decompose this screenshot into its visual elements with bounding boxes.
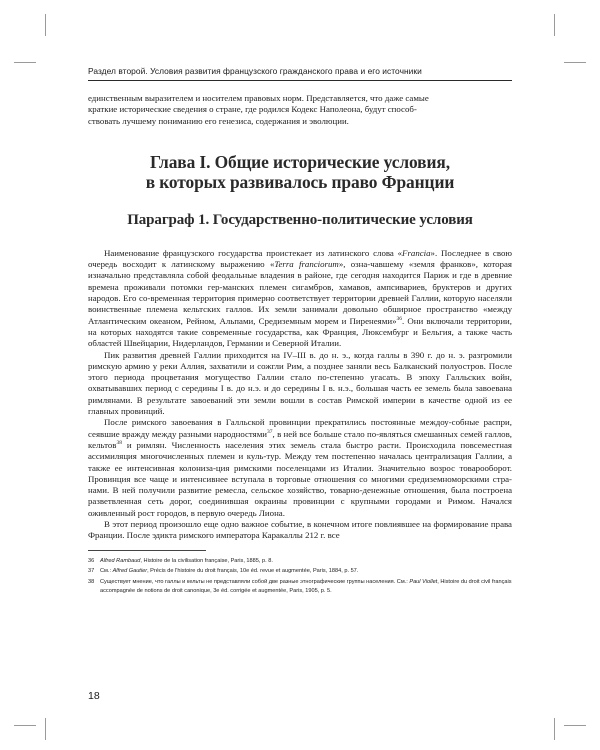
footnote	[88, 578, 512, 595]
crop-mark-top-left-h	[14, 62, 36, 63]
footnote-body: , Précis de l'histoire du droit français, 10e éd. revue et augmentée, Paris, 1884, p. 57.	[147, 568, 359, 575]
text-run: ». Последнее в свою очередь восходит к латинскому выражению «	[88, 247, 512, 270]
crop-mark-bottom-right-v	[554, 718, 555, 740]
body-paragraph-4: В этот период произошло еще одно важное событие, в конечном итоге повлиявшее на формирование права Франции. После эдикта римского императора Каракаллы 212 г. все	[88, 519, 512, 541]
text-run: , в ней все больше стало по-являться смешанных семей галлов, кельтов	[88, 428, 512, 450]
footnote	[88, 557, 512, 566]
italic-term: Francia	[402, 247, 431, 258]
text-run: », озна-чавшему «земля франков», которая изначально представляла собой феодальные владения в районе, где сегодня находится Париж и где в древние времена проживали потомки гер-манских племен сигамбров, хамавов, ампсивариев, бруктеров и других народов. Его со-временная территория примерно соответствует территории древней Галлии, которую населяли воинственные племена кельтских галлов. Их земли занимали довольно обширное пространство «между Атлантическим океаном, Рейном, Альпами, Средиземным морем и Пиренеями»	[88, 259, 512, 326]
footnote-rule	[88, 550, 206, 551]
running-header: Раздел второй. Условия развития французского гражданского права и его источники	[88, 66, 422, 76]
crop-mark-bottom-left-h	[14, 725, 36, 726]
text-run: и римлян. Численность населения этих земель стала быстро расти. Происходила повсеместная ассимиляция многочисленных племен и куль-тур. Между тем постепенно началась централизация Галлии, а также ее интенсивная колониза-ция римскими поселенцами из Италии. Значительно возрос товарооборот. Провинция все чаще и интенсивнее вступала в торговые отношения со многими средиземноморскими стра-нами. В ней получили развитие ремесла, сельское хозяйство, товарно-денежные отношения, была построена разветвленная сеть дорог, соединившая окраины провинции с крупными городами и Римом. Начался оживленный рост городов, в первую очередь Лиона.	[88, 439, 512, 518]
footnote-number: 36	[88, 557, 95, 564]
footnote-author: Paul Viollet	[409, 579, 438, 586]
intro-line: краткие исторические сведения о стране, где родился Кодекс Наполеона, будут способ-	[88, 104, 417, 115]
italic-term: Terra franciorum	[274, 259, 339, 270]
footnote-ref: 37	[267, 428, 273, 435]
intro-paragraph	[88, 93, 512, 127]
footnote-ref: 36	[396, 315, 402, 322]
body-paragraph-3	[88, 417, 512, 519]
footnote-prefix: См.:	[100, 568, 113, 575]
chapter-title	[88, 152, 512, 192]
footnote-author: Alfred Gautier	[112, 568, 148, 575]
paragraph-title: Параграф 1. Государственно-политические условия	[127, 211, 473, 228]
chapter-title-line: Глава I. Общие исторические условия,	[150, 151, 450, 172]
crop-mark-top-left-v	[45, 14, 46, 36]
intro-line: единственным выразителем и носителем правовых норм. Представляется, что даже самые	[88, 93, 429, 103]
body-paragraph-1	[88, 248, 512, 350]
crop-mark-bottom-right-h	[564, 725, 586, 726]
chapter-title-line: в которых развивалось право Франции	[145, 171, 455, 192]
text-run: . Они включали территории, на которых находятся такие современные государства, как Франция, Люксембург и Бельгия, а также часть областей Швейцарии, Нидерландов, Германии и Северной Италии.	[88, 315, 512, 349]
footnote-prefix: Существует мнение, что галлы и кельты не представляли собой две разные этнографические группы населения. См.:	[100, 579, 410, 586]
page-content	[88, 93, 512, 597]
footnote-number: 37	[88, 568, 95, 575]
footnote-author: Alfred Rambaud	[100, 557, 141, 564]
crop-mark-top-right-v	[554, 14, 555, 36]
header-rule	[88, 80, 512, 81]
body-paragraph-2: Пик развития древней Галлии приходится на IV–III в. до н. э., когда галлы в 390 г. до н. э. разгромили римскую армию у реки Аллия, захватили и сожгли Рим, а позднее заняли весь Балканский полуостров. После этого периода процветания могущество Галлии стало по-степенно угасать. В эпоху Галльских войн, охватывавших период с середины I в. до н.э. и до середины I в. н.э., большая часть ее земель была завоевана римлянами. В результате завоеваний эти земли вошли в состав Римской империи в качестве одной из ее главных провинций.	[88, 349, 512, 417]
footnote-ref: 38	[116, 440, 122, 446]
text-run: После римского завоевания в Галльской провинции прекратились постоянные междоу-собные распри, сеявшие вражду между разными народностями	[88, 417, 512, 439]
footnote-text	[100, 557, 512, 566]
crop-mark-top-right-h	[564, 62, 586, 63]
page-number: 18	[88, 690, 100, 702]
footnote-body: , Histoire de la civilisation française, Paris, 1885, p. 8.	[140, 557, 273, 564]
footnote-text	[100, 567, 512, 576]
text-run: Наименование французского государства проистекает из латинского слова «	[104, 247, 403, 258]
crop-mark-bottom-left-v	[45, 718, 46, 740]
footnote	[88, 567, 512, 576]
footnote-body: , Histoire du droit civil français accompagnée de notions de droit canonique, 3e éd. corrigée et augmentée, Paris, 1905, p. 5.	[100, 579, 512, 594]
footnote-text	[100, 578, 512, 595]
intro-line: ствовать лучшему пониманию его генезиса, содержания и эволюции.	[88, 115, 349, 126]
footnote-number: 38	[88, 579, 95, 586]
